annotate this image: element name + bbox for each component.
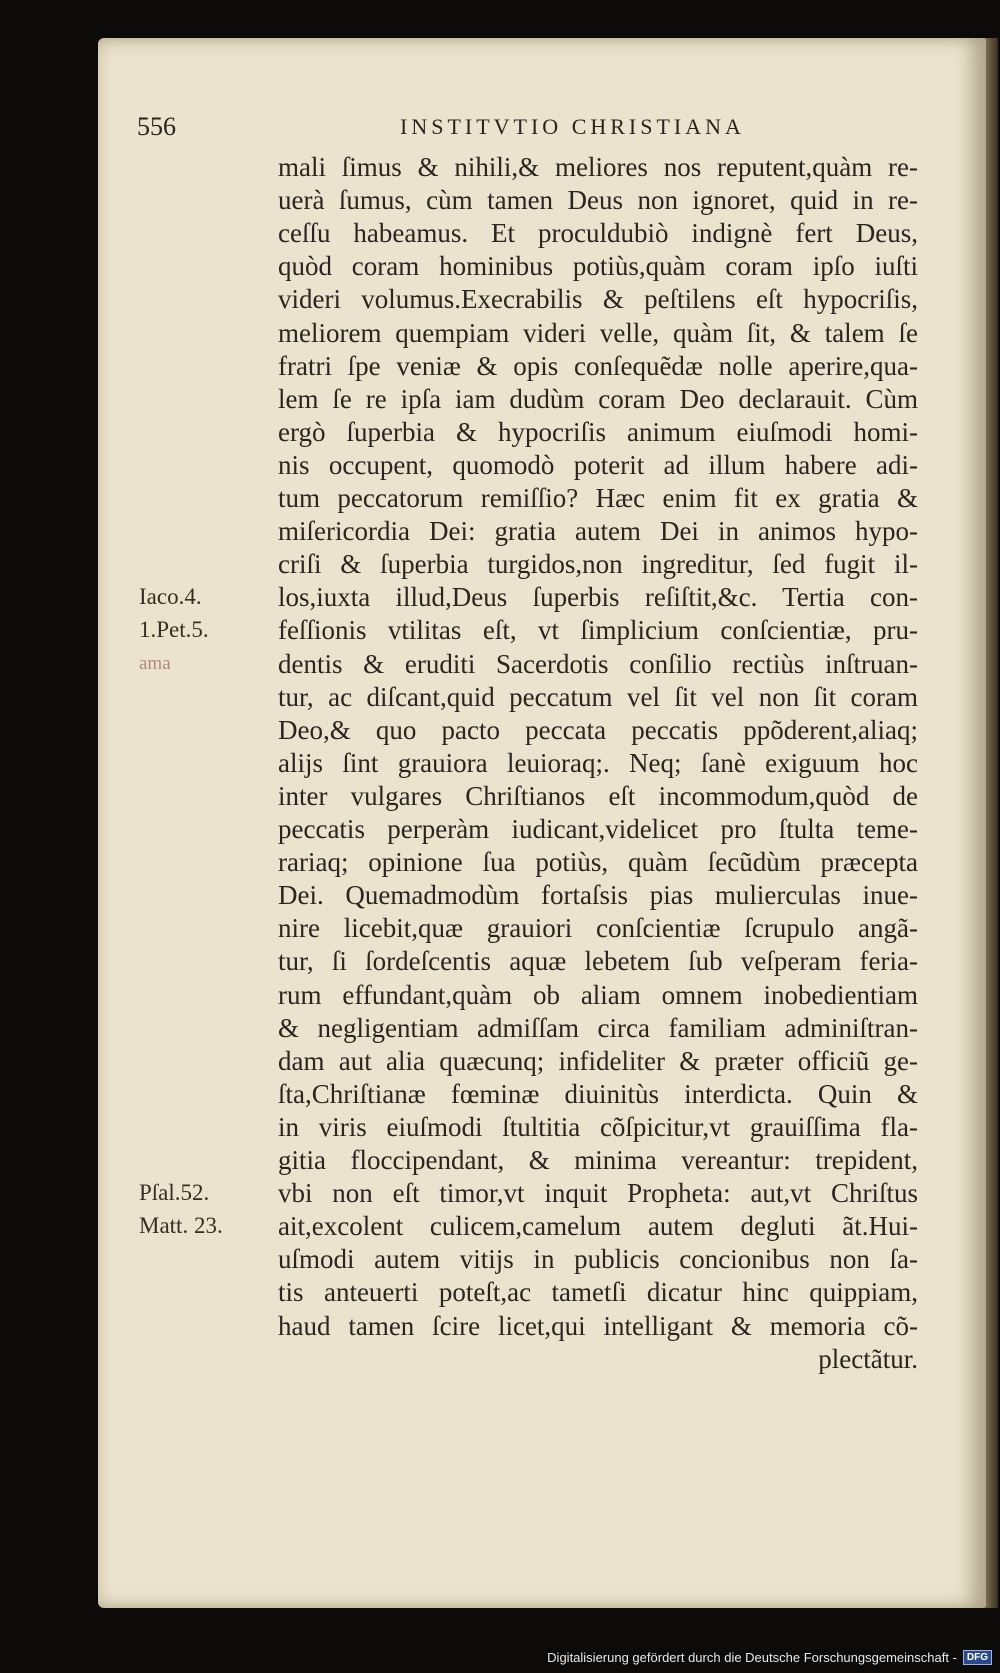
page-number: 556 xyxy=(137,112,176,141)
text-line: nire licebit,quæ grauiori conſcientiæ ſcrupulo angã- xyxy=(278,913,918,944)
margin-note: Pſal.52. xyxy=(139,1180,210,1206)
text-line: ſta,Chriſtianæ fœminæ diuinitùs interdicta. Quin & xyxy=(278,1078,918,1109)
text-line: tur, ac diſcant,quid peccatum vel ſit vel non ſit coram xyxy=(278,681,918,712)
dfg-logo: DFG xyxy=(963,1650,992,1665)
text-line: tum peccatorum remiſſio? Hæc enim fit ex gratia & xyxy=(278,483,918,513)
text-line: tur, ſi ſordeſcentis aquæ lebetem ſub veſperam feria- xyxy=(278,946,918,977)
text-line: peccatis perperàm iudicant,videlicet pro ſtulta teme- xyxy=(278,814,918,844)
text-line: uſmodi autem vitijs in publicis concionibus non ſa- xyxy=(278,1244,918,1275)
text-line: Dei. Quemadmodùm fortaſsis pias mulierculas inue- xyxy=(278,880,918,911)
text-line: Deo,& quo pacto peccata peccatis ppõderent,aliaq; xyxy=(278,714,918,745)
text-line: haud tamen ſcire licet,qui intelligant & memoria cõ- xyxy=(278,1310,918,1341)
page-edge xyxy=(986,38,998,1608)
text-line: videri volumus.Execrabilis & peſtilens eſt hypocriſis, xyxy=(278,284,918,315)
text-line: ergò ſuperbia & hypocriſis animum eiuſmodi homi- xyxy=(278,416,918,447)
text-line: lem ſe re ipſa iam dudùm coram Deo declarauit. Cùm xyxy=(278,383,918,414)
text-line: meliorem quempiam videri velle, quàm ſit, & talem ſe xyxy=(278,317,918,348)
text-line: rum effundant,quàm ob aliam omnem inobedientiam xyxy=(278,979,918,1010)
running-title: INSTITVTIO CHRISTIANA xyxy=(400,114,745,139)
text-line: gitia floccipendant, & minima vereantur: trepident, xyxy=(278,1145,918,1175)
text-line: plectãtur. xyxy=(818,1343,918,1374)
margin-note: ama xyxy=(139,652,171,674)
text-line: dentis & eruditi Sacerdotis conſilio rectiùs inſtruan- xyxy=(278,648,918,679)
footer-credit xyxy=(547,1647,992,1667)
text-line: rariaq; opinione ſua potiùs, quàm ſecũdùm præcepta xyxy=(278,847,918,878)
page-header xyxy=(0,112,1000,152)
text-line: uerà ſumus, cùm tamen Deus non ignoret, quid in re- xyxy=(278,185,918,216)
footer-credit-text: Digitalisierung gefördert durch die Deutsche Forschungsgemeinschaft - xyxy=(547,1649,957,1665)
text-line: ait,excolent culicem,camelum autem degluti ãt.Hui- xyxy=(278,1211,918,1242)
text-line: mali ſimus & nihili,& meliores nos reputent,quàm re- xyxy=(278,152,918,182)
text-line: in viris eiuſmodi ſtultitia cõſpicitur,vt grauiſſima fla- xyxy=(278,1111,918,1142)
text-line: inter vulgares Chriſtianos eſt incommodum,quòd de xyxy=(278,780,918,811)
text-line: tis anteuerti poteſt,ac tametſi dicatur hinc quippiam, xyxy=(278,1277,918,1308)
text-line: feſſionis vtilitas eſt, vt ſimplicium conſcientiæ, pru- xyxy=(278,615,918,646)
text-line: alijs ſint grauiora leuioraq;. Neq; ſanè exiguum hoc xyxy=(278,747,918,778)
text-line: quòd coram hominibus potiùs,quàm coram ipſo iuſti xyxy=(278,251,918,282)
margin-note: Matt. 23. xyxy=(139,1213,223,1239)
text-line: dam aut alia quæcunq; infideliter & præter officiũ ge- xyxy=(278,1045,918,1076)
text-line: los,iuxta illud,Deus ſuperbis reſiſtit,&c. Tertia con- xyxy=(278,582,918,613)
text-line: nis occupent, quomodò poterit ad illum habere adi- xyxy=(278,449,918,480)
text-line: & negligentiam admiſſam circa familiam adminiſtran- xyxy=(278,1012,918,1043)
margin-note: Iaco.4. xyxy=(139,584,202,610)
text-line: vbi non eſt timor,vt inquit Propheta: aut,vt Chriſtus xyxy=(278,1178,918,1209)
margin-note: 1.Pet.5. xyxy=(139,617,209,643)
text-line: fratri ſpe veniæ & opis conſequẽdæ nolle aperire,qua- xyxy=(278,350,918,381)
text-line: miſericordia Dei: gratia autem Dei in animos hypo- xyxy=(278,516,918,547)
text-line: criſi & ſuperbia turgidos,non ingreditur, ſed fugit il- xyxy=(278,549,918,580)
text-line: ceſſu habeamus. Et proculdubiò indignè fert Deus, xyxy=(278,218,918,249)
